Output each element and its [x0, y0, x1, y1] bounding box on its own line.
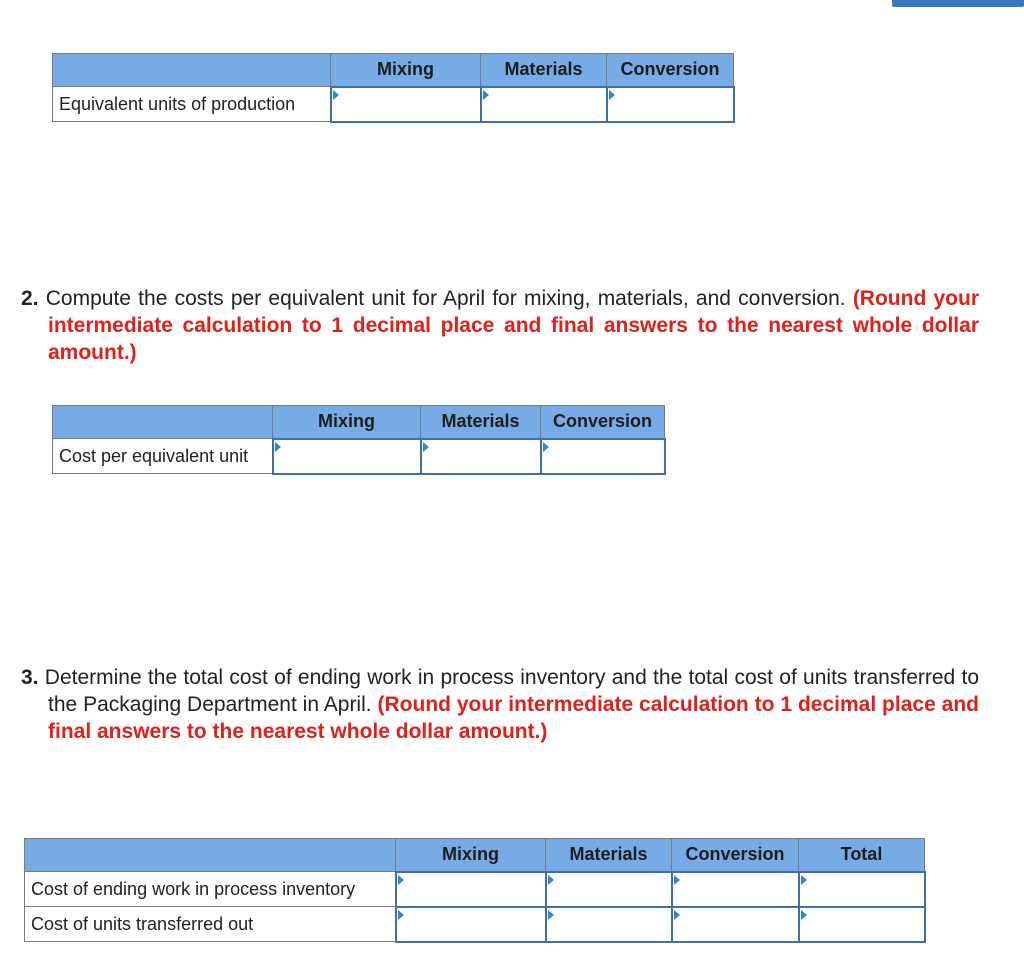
table-row — [25, 907, 925, 942]
mixing-input[interactable] — [332, 88, 480, 121]
header-mixing: Mixing — [331, 54, 481, 87]
header-conversion: Conversion — [607, 54, 734, 87]
table-header-row — [25, 839, 925, 872]
question-3 — [21, 664, 979, 745]
row-label: Cost of ending work in process inventory — [25, 872, 396, 907]
input-marker-icon — [674, 910, 680, 920]
input-marker-icon — [674, 875, 680, 885]
rounding-instruction: (Round your intermediate calculation to 1 decimal place and final answers to the nearest whole dollar amount.) — [48, 693, 979, 743]
materials-input-cell[interactable] — [421, 439, 541, 474]
header-mixing: Mixing — [396, 839, 546, 872]
input-marker-icon — [801, 875, 807, 885]
input-marker-icon — [543, 442, 549, 452]
materials-input[interactable] — [482, 88, 606, 121]
question-text: Compute the costs per equivalent unit for April for mixing, materials, and conversion. — [45, 287, 846, 310]
header-blank — [53, 406, 273, 439]
header-blank — [53, 54, 331, 87]
mixing-input[interactable] — [397, 873, 545, 906]
conversion-input[interactable] — [673, 908, 798, 941]
materials-input[interactable] — [422, 440, 540, 473]
header-materials: Materials — [481, 54, 607, 87]
input-marker-icon — [275, 442, 281, 452]
materials-input-cell[interactable] — [546, 907, 672, 942]
rounding-instruction: (Round your intermediate calculation to 1 decimal place and final answers to the nearest whole dollar amount.) — [48, 287, 980, 364]
input-marker-icon — [548, 875, 554, 885]
mixing-input-cell[interactable] — [396, 872, 546, 907]
total-input[interactable] — [800, 908, 924, 941]
mixing-input-cell[interactable] — [396, 907, 546, 942]
header-materials: Materials — [546, 839, 672, 872]
top-accent-bar — [892, 0, 1024, 7]
conversion-input-cell[interactable] — [541, 439, 665, 474]
header-mixing: Mixing — [273, 406, 421, 439]
input-marker-icon — [483, 90, 489, 100]
input-marker-icon — [398, 910, 404, 920]
question-2 — [21, 285, 979, 366]
conversion-input-cell[interactable] — [672, 907, 799, 942]
header-total: Total — [799, 839, 925, 872]
conversion-input[interactable] — [673, 873, 798, 906]
row-label: Cost of units transferred out — [25, 907, 396, 942]
total-input-cell[interactable] — [799, 872, 925, 907]
equivalent-units-table — [52, 53, 735, 123]
materials-input[interactable] — [547, 908, 671, 941]
cost-per-equivalent-unit-table — [52, 405, 666, 475]
table-header-row — [53, 54, 734, 87]
header-conversion: Conversion — [541, 406, 665, 439]
question-number: 3. — [21, 666, 39, 689]
mixing-input[interactable] — [397, 908, 545, 941]
header-materials: Materials — [421, 406, 541, 439]
header-blank — [25, 839, 396, 872]
header-conversion: Conversion — [672, 839, 799, 872]
input-marker-icon — [609, 90, 615, 100]
table-header-row — [53, 406, 665, 439]
conversion-input-cell[interactable] — [607, 87, 734, 122]
materials-input[interactable] — [547, 873, 671, 906]
table-row — [53, 439, 665, 474]
question-text: Determine the total cost of ending work in process inventory and the total cost of units transferred to the Packaging Department in April. — [44, 666, 979, 716]
input-marker-icon — [333, 90, 339, 100]
row-label: Cost per equivalent unit — [53, 439, 273, 474]
materials-input-cell[interactable] — [481, 87, 607, 122]
ending-wip-and-transferred-table — [24, 838, 926, 943]
mixing-input[interactable] — [274, 440, 420, 473]
mixing-input-cell[interactable] — [331, 87, 481, 122]
input-marker-icon — [423, 442, 429, 452]
mixing-input-cell[interactable] — [273, 439, 421, 474]
question-number: 2. — [21, 287, 39, 310]
conversion-input-cell[interactable] — [672, 872, 799, 907]
materials-input-cell[interactable] — [546, 872, 672, 907]
conversion-input[interactable] — [542, 440, 664, 473]
input-marker-icon — [548, 910, 554, 920]
table-row — [53, 87, 734, 122]
input-marker-icon — [398, 875, 404, 885]
row-label: Equivalent units of production — [53, 87, 331, 122]
input-marker-icon — [801, 910, 807, 920]
table-row — [25, 872, 925, 907]
total-input[interactable] — [800, 873, 924, 906]
conversion-input[interactable] — [608, 88, 733, 121]
total-input-cell[interactable] — [799, 907, 925, 942]
